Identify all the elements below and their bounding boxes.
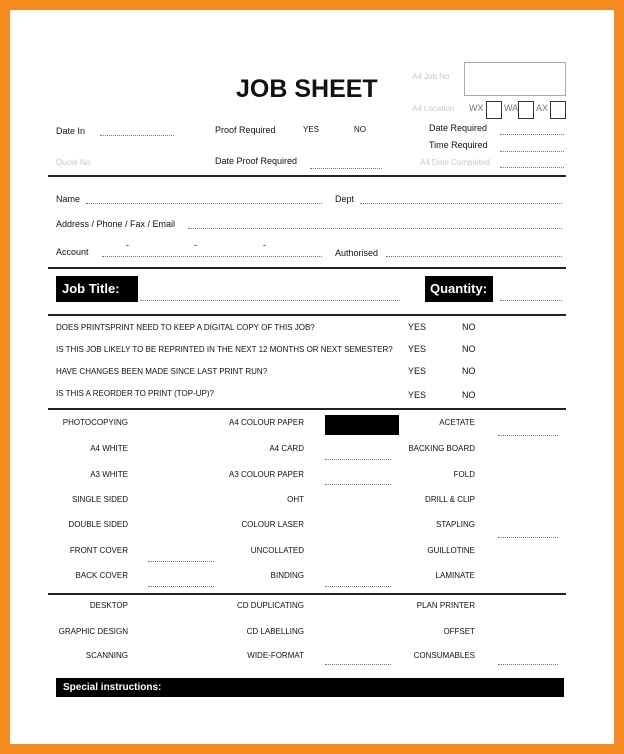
option-label: FRONT COVER bbox=[69, 546, 128, 555]
divider bbox=[48, 408, 566, 410]
question-yes-option[interactable]: YES bbox=[408, 344, 427, 354]
authorised-label: Authorised bbox=[335, 248, 379, 258]
location-option-wx: WX bbox=[469, 103, 484, 113]
quantity-text: Quantity: bbox=[430, 281, 488, 296]
option-label: LAMINATE bbox=[435, 571, 475, 580]
service-label: PLAN PRINTER bbox=[416, 601, 475, 610]
question-no-option[interactable]: NO bbox=[462, 322, 476, 332]
option-label: A4 CARD bbox=[269, 444, 304, 453]
option-label: DOUBLE SIDED bbox=[68, 520, 128, 529]
proof-no-option[interactable]: NO bbox=[354, 125, 366, 134]
job-title-field[interactable] bbox=[140, 300, 400, 301]
option-label: A3 COLOUR PAPER bbox=[229, 470, 304, 479]
divider bbox=[48, 267, 566, 269]
special-instructions-label: Special instructions: bbox=[63, 682, 162, 693]
option-label: STAPLING bbox=[436, 520, 475, 529]
date-in-field[interactable] bbox=[100, 135, 174, 136]
account-dash: - bbox=[126, 240, 129, 250]
service-label: CD DUPLICATING bbox=[237, 601, 304, 610]
option-label: SINGLE SIDED bbox=[71, 495, 128, 504]
account-dash: - bbox=[263, 240, 266, 250]
date-completed-label: A4 Date Completed bbox=[420, 158, 490, 167]
account-field[interactable] bbox=[102, 256, 322, 257]
option-label: FOLD bbox=[453, 470, 475, 479]
page-title: JOB SHEET bbox=[236, 75, 378, 103]
account-dash: - bbox=[194, 240, 197, 250]
question-no-option[interactable]: NO bbox=[462, 344, 476, 354]
location-checkbox-wx[interactable] bbox=[486, 101, 502, 119]
divider bbox=[48, 175, 566, 177]
option-label: BACKING BOARD bbox=[408, 444, 475, 453]
option-field[interactable] bbox=[498, 537, 558, 538]
question-text: IS THIS A REORDER TO PRINT (TOP-UP)? bbox=[56, 389, 214, 398]
time-required-label: Time Required bbox=[429, 140, 488, 150]
option-label: GUILLOTINE bbox=[427, 546, 475, 555]
service-label: GRAPHIC DESIGN bbox=[58, 627, 128, 636]
question-yes-option[interactable]: YES bbox=[408, 366, 427, 376]
quantity-field[interactable] bbox=[500, 300, 562, 301]
option-label: BACK COVER bbox=[75, 571, 128, 580]
job-title-label bbox=[56, 276, 138, 302]
location-label: A4 Location bbox=[412, 104, 455, 113]
option-label: DRILL & CLIP bbox=[425, 495, 475, 504]
job-no-label: A4 Job No bbox=[412, 72, 450, 81]
option-label: UNCOLLATED bbox=[250, 546, 304, 555]
job-title-text: Job Title: bbox=[62, 281, 120, 296]
job-sheet-page bbox=[10, 10, 614, 744]
location-checkbox-ax[interactable] bbox=[550, 101, 566, 119]
time-required-field[interactable] bbox=[500, 151, 564, 152]
option-label: ACETATE bbox=[439, 418, 475, 427]
proof-required-label: Proof Required bbox=[215, 125, 276, 135]
service-label: WIDE-FORMAT bbox=[247, 651, 304, 660]
question-yes-option[interactable]: YES bbox=[408, 390, 427, 400]
authorised-field[interactable] bbox=[386, 256, 562, 257]
option-label: BINDING bbox=[270, 571, 304, 580]
service-label: OFFSET bbox=[443, 627, 475, 636]
question-no-option[interactable]: NO bbox=[462, 390, 476, 400]
option-field[interactable] bbox=[325, 459, 391, 460]
special-instructions-bar bbox=[56, 678, 564, 697]
date-proof-required-field[interactable] bbox=[310, 168, 382, 169]
date-required-label: Date Required bbox=[429, 123, 488, 133]
option-field[interactable] bbox=[498, 435, 558, 436]
question-yes-option[interactable]: YES bbox=[408, 322, 427, 332]
date-completed-field[interactable] bbox=[500, 167, 564, 168]
option-field[interactable] bbox=[148, 586, 214, 587]
location-option-wa: WA bbox=[504, 103, 519, 113]
option-label: PHOTOCOPYING bbox=[62, 418, 128, 427]
divider bbox=[48, 314, 566, 316]
service-label: CONSUMABLES bbox=[413, 651, 475, 660]
option-label: A4 WHITE bbox=[90, 444, 128, 453]
quantity-label bbox=[425, 276, 493, 302]
dept-field[interactable] bbox=[360, 203, 562, 204]
date-proof-required-label: Date Proof Required bbox=[215, 156, 298, 166]
question-text: HAVE CHANGES BEEN MADE SINCE LAST PRINT RUN? bbox=[56, 367, 268, 376]
option-label: A3 WHITE bbox=[90, 470, 128, 479]
location-option-ax: AX bbox=[536, 103, 549, 113]
option-label: OHT bbox=[287, 495, 304, 504]
question-text: DOES PRINTSPRINT NEED TO KEEP A DIGITAL COPY OF THIS JOB? bbox=[56, 323, 315, 332]
dept-label: Dept bbox=[335, 194, 355, 204]
option-label: A4 COLOUR PAPER bbox=[229, 418, 304, 427]
option-field[interactable] bbox=[325, 586, 391, 587]
service-label: DESKTOP bbox=[89, 601, 128, 610]
job-no-box[interactable] bbox=[464, 62, 566, 96]
name-label: Name bbox=[56, 194, 81, 204]
location-checkbox-wa[interactable] bbox=[518, 101, 534, 119]
question-no-option[interactable]: NO bbox=[462, 366, 476, 376]
option-field[interactable] bbox=[148, 561, 214, 562]
address-field[interactable] bbox=[188, 228, 562, 229]
address-label: Address / Phone / Fax / Email bbox=[56, 219, 176, 229]
special-instructions-field[interactable] bbox=[56, 700, 564, 740]
account-label: Account bbox=[56, 247, 89, 257]
date-in-label: Date In bbox=[56, 126, 86, 136]
quote-no-label: Quote No bbox=[56, 158, 91, 167]
service-field[interactable] bbox=[498, 664, 558, 665]
name-field[interactable] bbox=[86, 203, 322, 204]
divider bbox=[48, 593, 566, 595]
service-label: CD LABELLING bbox=[246, 627, 304, 636]
service-field[interactable] bbox=[325, 664, 391, 665]
option-label: COLOUR LASER bbox=[241, 520, 304, 529]
question-text: IS THIS JOB LIKELY TO BE REPRINTED IN THE NEXT 12 MONTHS OR NEXT SEMESTER? bbox=[56, 345, 393, 354]
option-field[interactable] bbox=[325, 484, 391, 485]
service-label: SCANNING bbox=[85, 651, 128, 660]
date-required-field[interactable] bbox=[500, 134, 564, 135]
proof-yes-option[interactable]: YES bbox=[303, 125, 320, 134]
